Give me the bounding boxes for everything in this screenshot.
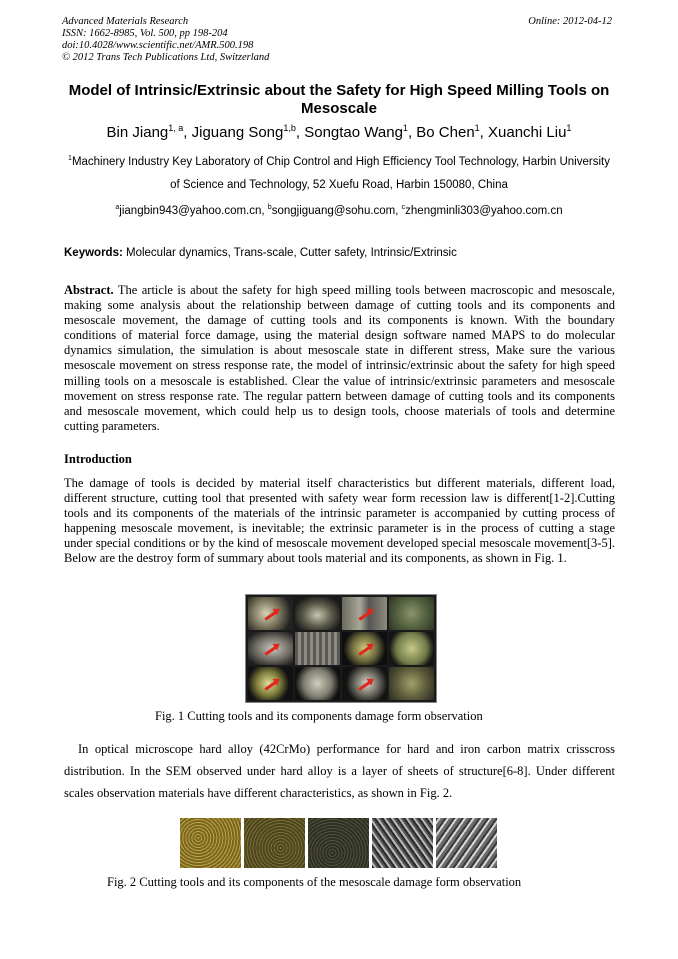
micrograph-tile [248, 597, 293, 630]
micrograph-tile [342, 597, 387, 630]
figure-1-image [245, 594, 437, 703]
author-sup: 1 [402, 123, 408, 133]
mesoscale-tile [372, 818, 433, 868]
mesoscale-tile [308, 818, 369, 868]
keywords-label: Keywords: [64, 247, 123, 259]
journal-doi: doi:10.4028/www.scientific.net/AMR.500.198 [62, 40, 254, 51]
keywords-text: Molecular dynamics, Trans-scale, Cutter safety, Intrinsic/Extrinsic [126, 247, 457, 259]
paper-title: Model of Intrinsic/Extrinsic about the Safety for High Speed Milling Tools on Mesoscale [68, 82, 610, 117]
mesoscale-tile [436, 818, 497, 868]
author-list: Bin Jiang$^{1, a}$, Jiguang Song$^{1,b}$, Songtao Wang$^1$, Bo Chen$^1$, Xuanchi Liu$^1$ [106, 123, 572, 141]
keywords [64, 245, 616, 261]
email-list: $^a$jiangbin943@yahoo.com.cn, $^b$songjiguang@sohu.com, $^c$zhengminli303@yahoo.com.cn [115, 204, 563, 217]
red-arrow-icon [358, 680, 371, 690]
introduction-paragraph: The damage of tools is decided by material itself characteristics but different materials, different load, different structure, cutting tool that presented with safety wear form recession law is different[1-2].Cutting tools and its components of the materials of the intrinsic parameter is accompanied by cutting process of happening mesoscale movement, is inevitable; the extrinsic parameter is in the process of cutting a stage under special conditions or by the kind of mesoscale movement developed special mesoscale movement[3-5]. Below are the destroy form of summary about tools material and its components, as shown in Fig. 1. [64, 476, 615, 566]
author-name: Bin Jiang [106, 124, 169, 141]
journal-name: Advanced Materials Research [62, 16, 189, 27]
author-name: Xuanchi Liu [488, 124, 567, 141]
author-name: Jiguang Song [191, 124, 284, 141]
email-sup: a [115, 204, 120, 211]
author-sup: 1, a [168, 123, 184, 133]
email-sup: b [267, 204, 272, 211]
micrograph-tile [389, 667, 434, 700]
author-sup: 1,b [283, 123, 296, 133]
figure-2-caption: Fig. 2 Cutting tools and its components of the mesoscale damage form observation [107, 875, 522, 889]
micrograph-tile [295, 597, 340, 630]
red-arrow-icon [264, 645, 277, 655]
author-name: Songtao Wang [304, 124, 403, 141]
micrograph-tile [248, 632, 293, 665]
journal-issn: ISSN: 1662-8985, Vol. 500, pp 198-204 [62, 28, 228, 39]
journal-copyright: © 2012 Trans Tech Publications Ltd, Switzerland [62, 52, 270, 63]
body-paragraph: In optical microscope hard alloy (42CrMo) performance for hard and iron carbon matrix crisscross distribution. In the SEM observed under hard alloy is a layer of sheets of structure[6-8]. Under different scales observation materials have different characteristics, as shown in Fig. 2. [64, 742, 615, 800]
micrograph-tile [248, 667, 293, 700]
red-arrow-icon [264, 680, 277, 690]
red-arrow-icon [264, 610, 277, 620]
affiliation-sup: 1 [68, 155, 72, 162]
micrograph-tile [389, 632, 434, 665]
abstract-text: The article is about the safety for high speed milling tools between macroscopic and mesoscale, making some analysis about the relationship between damage of cutting tools and its components and mesoscale movement, the damage of cutting tools and its components is known. With the boundary conditions of material force damage, using the material design software named MAPS to do molecular dynamics simulation, the simulation is about mesoscale state in different stress, Make sure the various mesoscale movement on stress response rate, the model of intrinsic/extrinsic about the safety for high speed milling tools on a mesoscale is established. Clear the value of intrinsic/extrinsic parameters and mesoscale movement on stress response rate. The regular pattern between damage of cutting tools and its components and mesoscale movement, which could help us to design tools, choose materials of tools and determine cutting parameters. [64, 283, 615, 433]
micrograph-tile [295, 667, 340, 700]
introduction-heading: Introduction [64, 452, 132, 466]
affiliation-text: Machinery Industry Key Laboratory of Chip Control and High Efficiency Tool Technology, Harbin University of Science and Technology, 52 Xuefu Road, Harbin 150080, China [71, 156, 610, 191]
email-sup: c [401, 204, 406, 211]
author-sup: 1 [474, 123, 480, 133]
email-link[interactable]: zhengminli303@yahoo.com.cn [405, 205, 563, 217]
micrograph-tile [389, 597, 434, 630]
mesoscale-tile [244, 818, 305, 868]
author-name: Bo Chen [416, 124, 475, 141]
online-date: Online: 2012-04-12 [528, 16, 612, 27]
micrograph-tile [342, 632, 387, 665]
abstract-label: Abstract. [64, 283, 114, 297]
micrograph-tile [295, 632, 340, 665]
email-link[interactable]: songjiguang@sohu.com [271, 205, 396, 217]
micrograph-tile [342, 667, 387, 700]
red-arrow-icon [358, 645, 371, 655]
author-sup: 1 [566, 123, 572, 133]
abstract [64, 283, 615, 434]
mesoscale-tile [180, 818, 241, 868]
figure-2-image [180, 818, 497, 868]
red-arrow-icon [358, 610, 371, 620]
affiliation [62, 151, 616, 197]
figure-1-caption: Fig. 1 Cutting tools and its components damage form observation [155, 709, 483, 723]
email-link[interactable]: jiangbin943@yahoo.com.cn [119, 205, 262, 217]
journal-header [62, 16, 269, 64]
